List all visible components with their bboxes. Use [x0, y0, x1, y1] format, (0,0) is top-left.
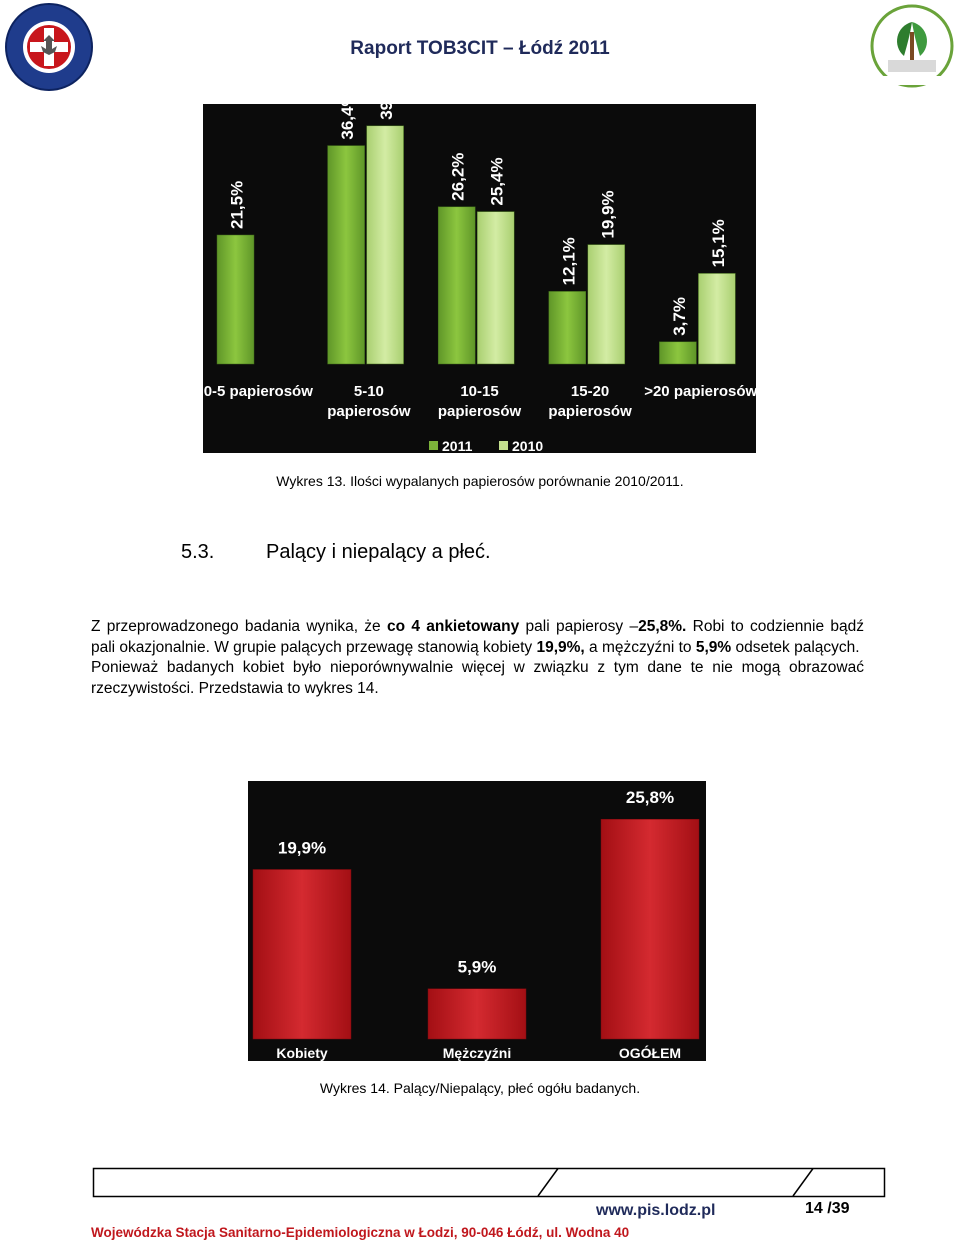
category-label-2-line2: papierosów	[437, 403, 522, 420]
category-label-1-line2: papierosów	[327, 403, 411, 420]
bar-2	[601, 819, 699, 1039]
data-label-2011-3: 12,1%	[559, 237, 579, 286]
data-label-1: 5,9%	[457, 957, 497, 977]
bar-2010-3	[588, 245, 625, 364]
data-label-2011-4: 3,7%	[669, 297, 689, 336]
data-label-2010-2: 25,4%	[487, 157, 507, 206]
category-label-1: Mężczyźni	[442, 1045, 512, 1061]
data-label-2010-3: 19,9%	[598, 190, 618, 239]
category-label-4: >20 papierosów	[644, 383, 758, 400]
paragraph-1: Z przeprowadzonego badania wynika, że co 4 ankietowany pali papierosy –25,8%. Robi to codziennie bądź pali okazjonalnie. W grupie palących przewagę stanowią kobiety 19,9%, a mężczyźni to 5,9% odsetek palących.	[91, 618, 865, 656]
website-link[interactable]: www.pis.lodz.pl	[596, 1202, 716, 1219]
tobacco-free-cities-logo	[866, 2, 958, 92]
data-label-2011-2: 26,2%	[448, 152, 468, 201]
bar-2010-2	[477, 212, 514, 364]
bar-1	[428, 989, 526, 1039]
legend-label-2010: 2010	[512, 438, 544, 454]
category-label-0: 0-5 papierosów	[203, 383, 313, 400]
category-label-3: 15-20	[570, 383, 610, 400]
chart-14-caption: Wykres 14. Palący/Niepalący, płeć ogółu badanych.	[319, 1080, 641, 1096]
legend-label-2011: 2011	[442, 438, 473, 454]
institution-address: Wojewódzka Stacja Sanitarno-Epidemiologiczna w Łodzi, 90-046 Łódź, ul. Wodna 40	[91, 1225, 630, 1240]
bar-2011-0	[217, 235, 254, 364]
data-label-2011-1: 36,4%	[338, 91, 358, 140]
category-label-2: OGÓŁEM	[618, 1045, 682, 1061]
bar-0	[253, 869, 351, 1039]
data-label-0: 19,9%	[277, 838, 327, 858]
bar-2010-1	[367, 126, 404, 364]
inspekcja-sanitarna-logo	[4, 2, 94, 92]
data-label-2010-4: 15,1%	[708, 219, 728, 268]
data-label-2011-0: 21,5%	[227, 180, 247, 229]
legend-swatch-2010	[499, 441, 508, 450]
bar-2011-2	[438, 207, 475, 364]
section-number: 5.3.	[181, 541, 215, 563]
bar-2010-4	[698, 273, 735, 364]
section-title: Palący i niepalący a płeć.	[266, 541, 491, 563]
page-number: 14 /39	[805, 1200, 850, 1217]
data-label-2010-1: 39,7%	[377, 71, 397, 120]
report-title: Raport TOB3CIT – Łódź 2011	[350, 38, 610, 59]
data-label-2: 25,8%	[625, 788, 675, 808]
paragraph-2: Ponieważ badanych kobiet było nieporównywalnie więcej w związku z tym dane te nie mogą obrazować rzeczywistości. Przedstawia to wykres 14.	[91, 659, 864, 697]
footer-frame	[93, 1168, 885, 1198]
cigarettes-per-day-chart	[203, 71, 758, 454]
bar-2011-4	[659, 342, 696, 364]
category-label-3-line2: papierosów	[548, 403, 632, 420]
category-label-1: 5-10	[353, 383, 384, 400]
smokers-by-gender-chart	[248, 781, 706, 1061]
bar-2011-1	[328, 146, 365, 364]
category-label-0: Kobiety	[276, 1045, 328, 1061]
legend-swatch-2011	[429, 441, 438, 450]
category-label-2: 10-15	[460, 383, 499, 400]
body-text	[91, 617, 864, 699]
bar-2011-3	[549, 291, 586, 364]
chart-13-caption: Wykres 13. Ilości wypalanych papierosów porównanie 2010/2011.	[276, 473, 684, 489]
